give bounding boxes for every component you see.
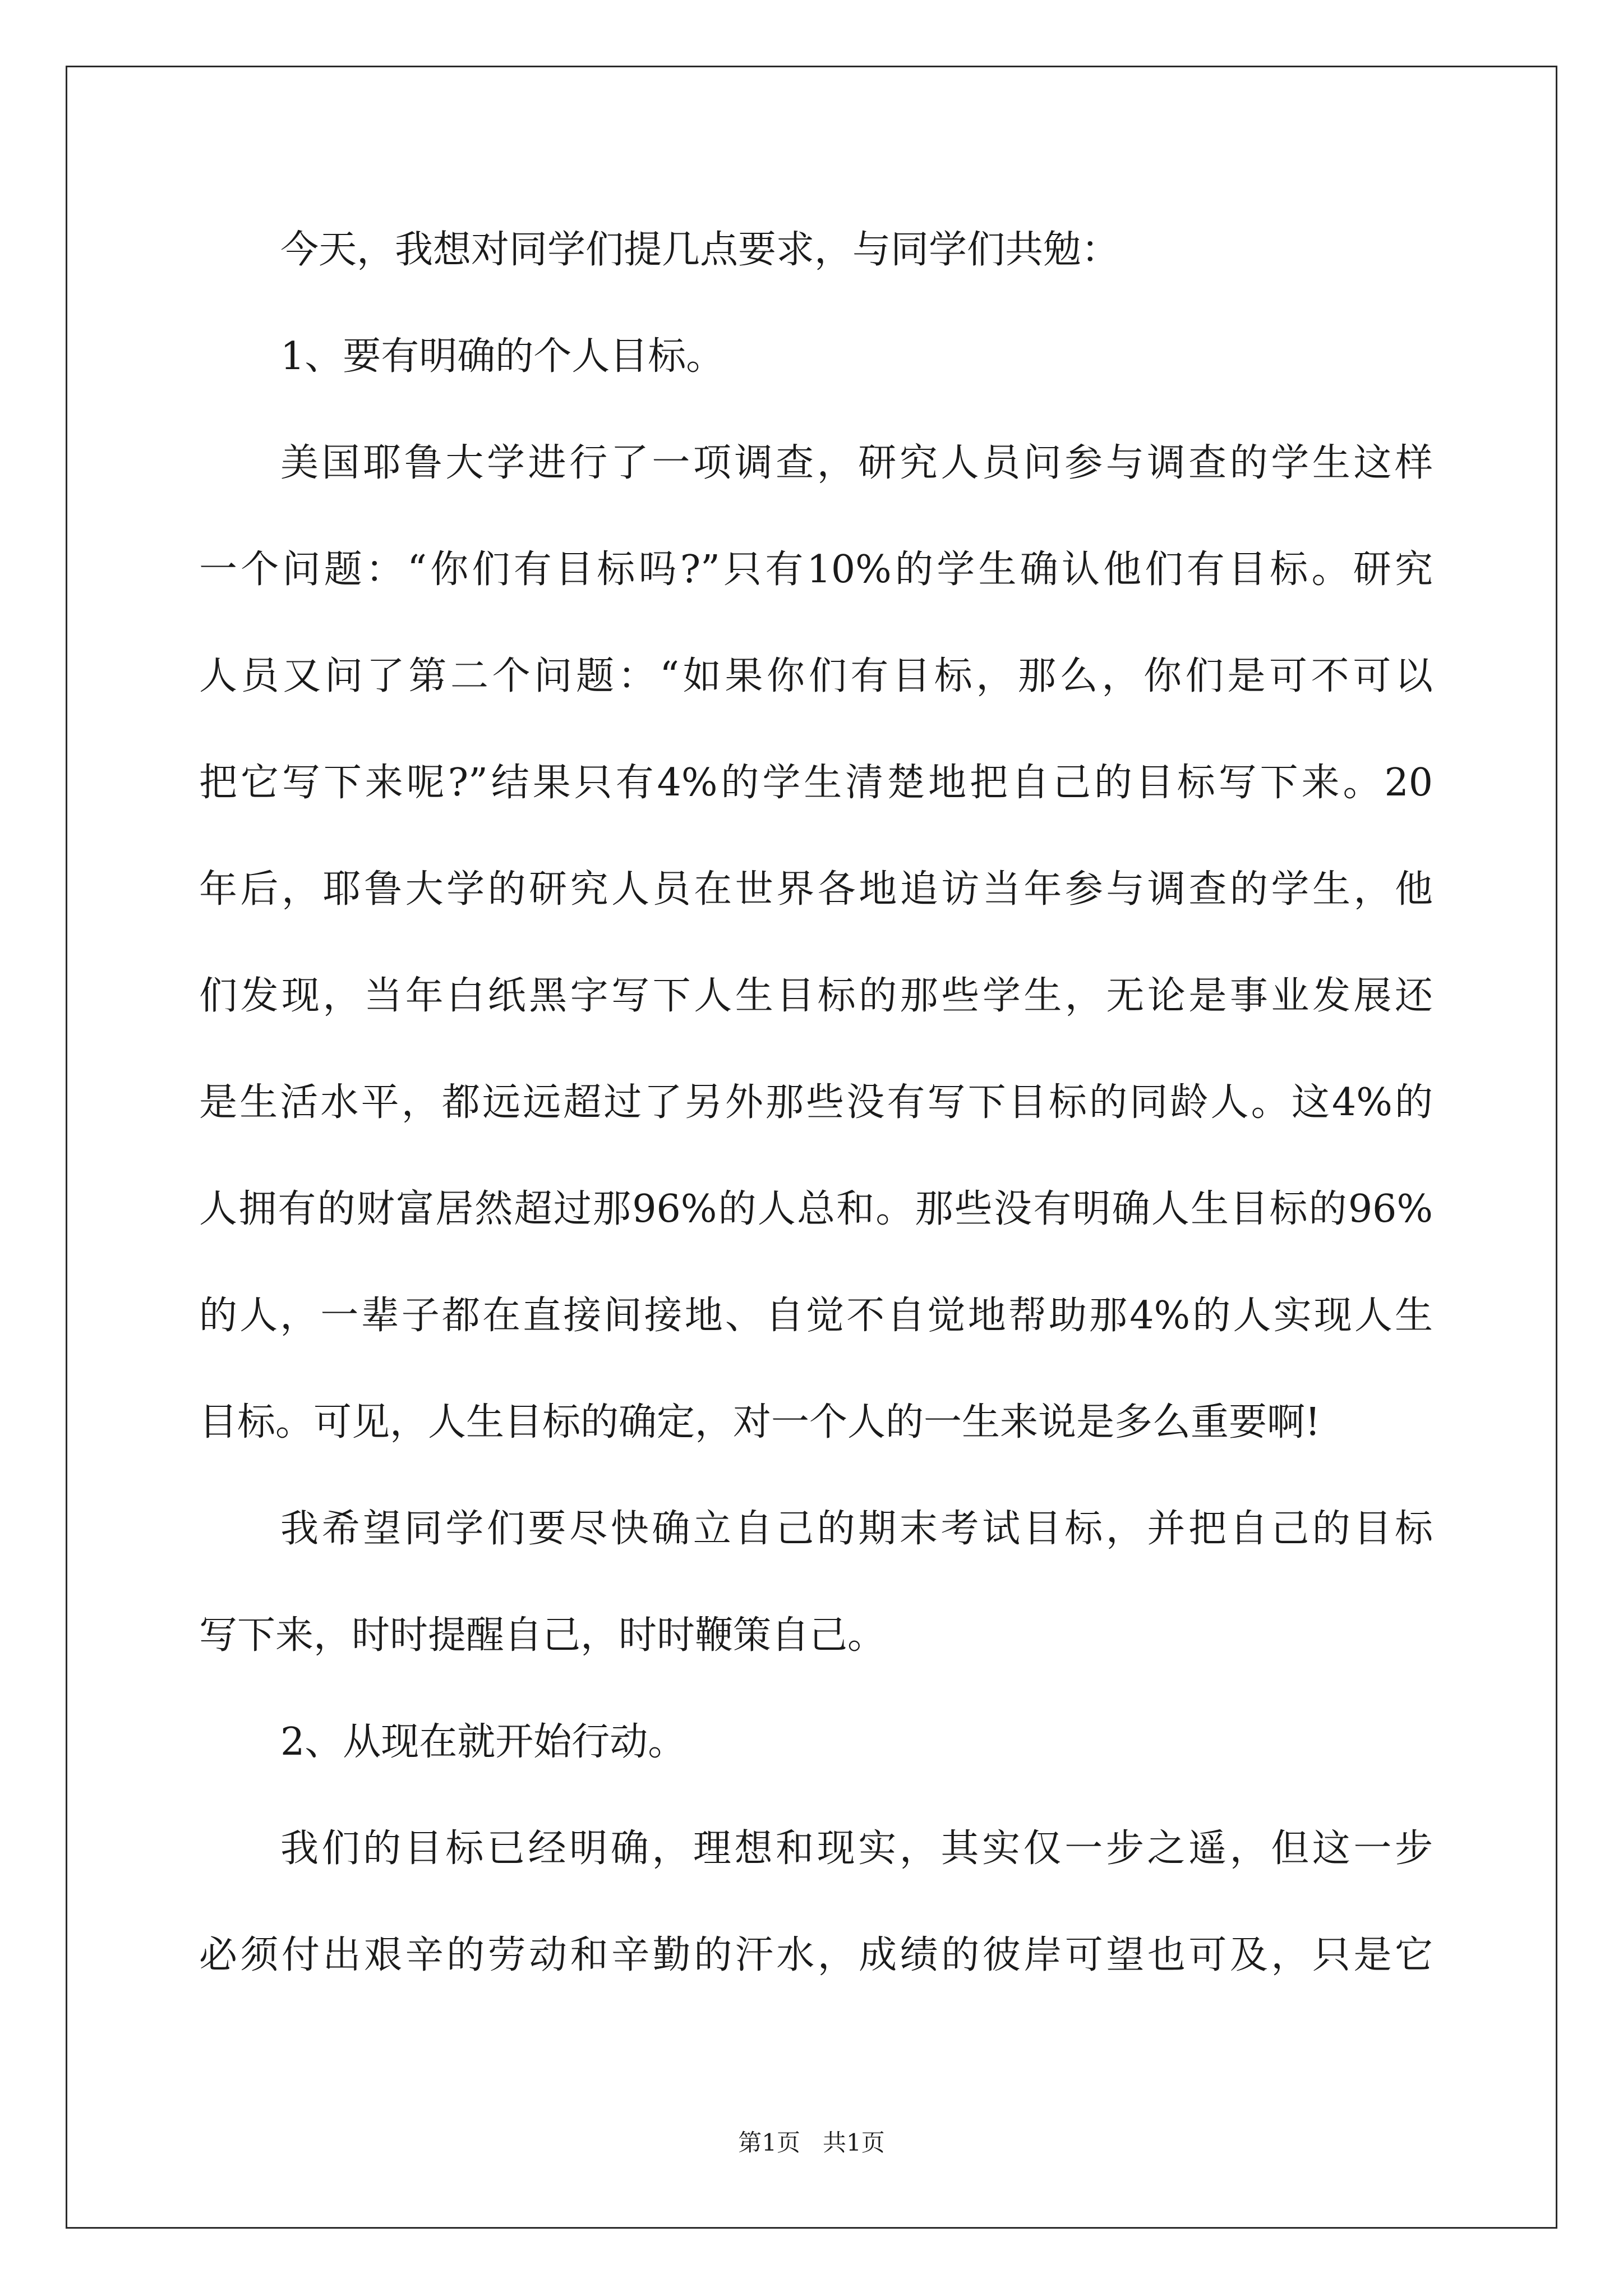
page-border — [66, 66, 1557, 2229]
paragraph-line: 是生活水平，都远远超过了另外那些没有写下目标的同龄人。这4%的 — [199, 1080, 1433, 1125]
paragraph-line: 必须付出艰辛的劳动和辛勤的汗水，成绩的彼岸可望也可及，只是它 — [199, 1933, 1433, 1977]
paragraph-line: 写下来，时时提醒自己，时时鞭策自己。 — [199, 1613, 886, 1658]
paragraph-line: 目标。可见，人生目标的确定，对一个人的一生来说是多么重要啊! — [199, 1400, 1321, 1444]
paragraph-line: 们发现，当年白纸黑字写下人生目标的那些学生，无论是事业发展还 — [199, 974, 1433, 1018]
paragraph-line: 一个问题：“你们有目标吗?”只有10%的学生确认他们有目标。研究 — [199, 547, 1433, 592]
paragraph-line: 我们的目标已经明确，理想和现实，其实仅一步之遥，但这一步 — [280, 1826, 1433, 1871]
paragraph-line: 我希望同学们要尽快确立自己的期末考试目标，并把自己的目标 — [280, 1507, 1433, 1551]
paragraph-line: 把它写下来呢?”结果只有4%的学生清楚地把自己的目标写下来。20 — [199, 761, 1433, 805]
paragraph-line: 人拥有的财富居然超过那96%的人总和。那些没有明确人生目标的96% — [199, 1187, 1433, 1231]
paragraph-line: 的人，一辈子都在直接间接地、自觉不自觉地帮助那4%的人实现人生 — [199, 1294, 1433, 1338]
paragraph-line: 人员又问了第二个问题：“如果你们有目标，那么，你们是可不可以 — [199, 654, 1433, 698]
section-heading: 2、从现在就开始行动。 — [280, 1720, 686, 1764]
paragraph-line: 美国耶鲁大学进行了一项调查，研究人员问参与调查的学生这样 — [280, 441, 1433, 485]
paragraph-line: 今天，我想对同学们提几点要求，与同学们共勉： — [280, 228, 1120, 272]
section-heading: 1、要有明确的个人目标。 — [280, 334, 725, 379]
paragraph-line: 年后，耶鲁大学的研究人员在世界各地追访当年参与调查的学生，他 — [199, 867, 1433, 912]
page-footer: 第1页 共1页 — [738, 2129, 885, 2156]
